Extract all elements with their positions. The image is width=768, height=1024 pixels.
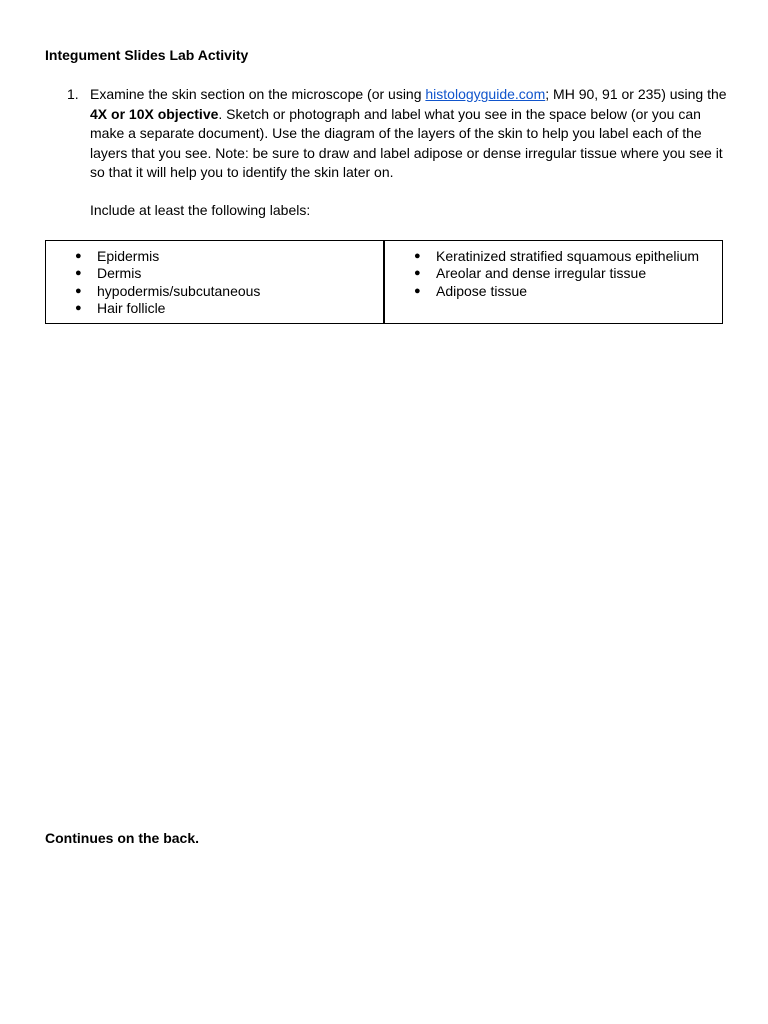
label-text: Areolar and dense irregular tissue (436, 265, 647, 282)
label-text: Keratinized stratified squamous epithelium (436, 248, 700, 264)
labels-intro: Include at least the following labels: (90, 202, 311, 218)
continues-note: Continues on the back. (45, 830, 200, 846)
bullet-icon: ● (75, 267, 82, 280)
page-title: Integument Slides Lab Activity (45, 47, 249, 63)
question-text-part-2: ; MH 90, 91 or 235) using the (545, 86, 727, 102)
labels-column-right (385, 241, 722, 323)
histologyguide-link[interactable]: histologyguide.com (425, 86, 546, 102)
list-item (46, 265, 383, 282)
list-item (46, 248, 383, 265)
question-number: 1. (67, 86, 79, 102)
labels-list-right (385, 248, 722, 300)
list-item (46, 300, 383, 317)
bullet-icon: ● (75, 250, 82, 262)
bullet-icon: ● (75, 301, 82, 314)
bullet-icon: ● (414, 267, 421, 280)
list-item (385, 283, 722, 300)
labels-list-left (46, 248, 383, 317)
bullet-icon: ● (75, 284, 82, 297)
labels-column-left (46, 241, 385, 323)
objective-bold-text: 4X or 10X objective (90, 105, 219, 122)
question-text (90, 85, 730, 183)
label-text: Epidermis (97, 248, 160, 264)
question-text-part-1: Examine the skin section on the microscope (or using (90, 86, 426, 102)
bullet-icon: ● (414, 250, 421, 262)
question-text-part-3: . Sketch or photograph and label what you see in the space below (or you can make a separate document). Use the diagram of the layers of the skin to help you label each of the layers that you see. Note: be sure to draw and label adipose or dense irregular tissue where you see it so that it will help you to identify the skin later on. (90, 105, 723, 180)
labels-table (45, 240, 723, 324)
label-text: Hair follicle (97, 299, 166, 316)
label-text: Adipose tissue (436, 282, 528, 299)
bullet-icon: ● (414, 284, 421, 297)
list-item (385, 265, 722, 282)
list-item (385, 248, 722, 265)
label-text: hypodermis/subcutaneous (97, 282, 261, 299)
list-item (46, 283, 383, 300)
label-text: Dermis (97, 265, 142, 282)
